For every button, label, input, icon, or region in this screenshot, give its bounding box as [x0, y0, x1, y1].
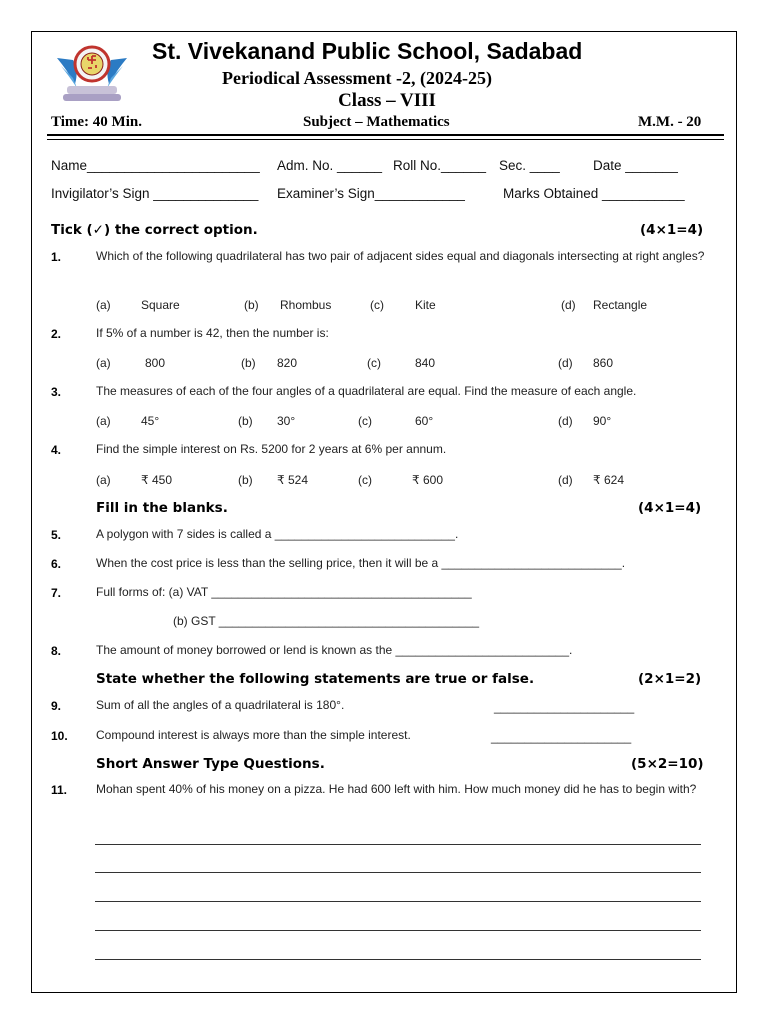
q2-number: 2. [51, 327, 62, 341]
q3-option-d[interactable]: 90° [593, 414, 612, 428]
answer-line[interactable] [95, 901, 701, 902]
section-mcq-title: Tick (✓) the correct option. [51, 222, 258, 238]
q3-option-d-label: (d) [558, 414, 573, 428]
q5-number: 5. [51, 528, 62, 542]
name-field[interactable]: Name_______________________ [51, 158, 260, 173]
time-label: Time: 40 Min. [51, 114, 142, 130]
class-title: Class – VIII [338, 90, 436, 111]
q6-text[interactable]: When the cost price is less than the selling price, then it will be a ___________________________. [96, 556, 626, 570]
q2-option-b-label: (b) [241, 356, 256, 370]
q9-text: Sum of all the angles of a quadrilateral is 180°. [96, 698, 345, 712]
answer-line[interactable] [95, 930, 701, 931]
q1-option-d[interactable]: Rectangle [593, 298, 648, 312]
answer-line[interactable] [95, 844, 701, 845]
roll-no-field[interactable]: Roll No.______ [393, 158, 487, 173]
q2-option-c[interactable]: 840 [415, 356, 436, 370]
subject-label: Subject – Mathematics [303, 114, 450, 130]
header-rule-thin [47, 139, 724, 140]
q4-option-a[interactable]: ₹ 450 [141, 473, 172, 487]
q1-text: Which of the following quadrilateral has two pair of adjacent sides equal and diagonals intersecting at right angles? [96, 249, 705, 263]
q2-option-c-label: (c) [367, 356, 381, 370]
examiner-sign-field[interactable]: Examiner’s Sign____________ [277, 186, 465, 201]
q2-option-b[interactable]: 820 [277, 356, 298, 370]
q10-answer-blank[interactable]: _____________________ [491, 730, 632, 744]
q4-option-b-label: (b) [238, 473, 253, 487]
q10-text: Compound interest is always more than the simple interest. [96, 728, 411, 742]
q4-option-d[interactable]: ₹ 624 [593, 473, 624, 487]
q1-option-a[interactable]: Square [141, 298, 180, 312]
q3-option-a-label: (a) [96, 414, 111, 428]
q3-text: The measures of each of the four angles of a quadrilateral are equal. Find the measure of each angle. [96, 384, 637, 398]
section-fill-marks: (4×1=4) [638, 500, 702, 516]
q1-option-c-label: (c) [370, 298, 384, 312]
section-fill-title: Fill in the blanks. [96, 500, 228, 516]
q1-number: 1. [51, 250, 62, 264]
max-marks: M.M. - 20 [638, 114, 702, 130]
q2-option-d[interactable]: 860 [593, 356, 614, 370]
school-name: St. Vivekanand Public School, Sadabad [152, 38, 583, 64]
marks-obtained-field[interactable]: Marks Obtained ___________ [503, 186, 685, 201]
date-field[interactable]: Date _______ [593, 158, 678, 173]
q7-number: 7. [51, 586, 62, 600]
section-short-title: Short Answer Type Questions. [96, 756, 325, 772]
q3-option-b-label: (b) [238, 414, 253, 428]
q2-option-a-label: (a) [96, 356, 111, 370]
adm-no-field[interactable]: Adm. No. ______ [277, 158, 383, 173]
q3-option-c[interactable]: 60° [415, 414, 434, 428]
q4-option-a-label: (a) [96, 473, 111, 487]
q3-option-c-label: (c) [358, 414, 372, 428]
section-mcq-marks: (4×1=4) [640, 222, 704, 238]
q3-number: 3. [51, 385, 62, 399]
q4-text: Find the simple interest on Rs. 5200 for 2 years at 6% per annum. [96, 442, 447, 456]
assessment-title: Periodical Assessment -2, (2024-25) [222, 68, 492, 88]
q2-option-a[interactable]: 800 [145, 356, 166, 370]
q8-number: 8. [51, 644, 62, 658]
section-tf-title: State whether the following statements are true or false. [96, 671, 535, 687]
q1-option-b-label: (b) [244, 298, 259, 312]
q5-text[interactable]: A polygon with 7 sides is called a ___________________________. [96, 527, 459, 541]
q3-option-b[interactable]: 30° [277, 414, 296, 428]
answer-line[interactable] [95, 959, 701, 960]
q11-text: Mohan spent 40% of his money on a pizza. He had 600 left with him. How much money did he has to begin with? [96, 782, 697, 796]
q9-answer-blank[interactable]: _____________________ [494, 700, 635, 714]
q1-option-d-label: (d) [561, 298, 576, 312]
q3-option-a[interactable]: 45° [141, 414, 160, 428]
q4-option-d-label: (d) [558, 473, 573, 487]
section-short-marks: (5×2=10) [631, 756, 704, 772]
section-field[interactable]: Sec. ____ [499, 158, 560, 173]
q7-sub-gst[interactable]: (b) GST _______________________________________ [173, 614, 480, 628]
q8-text[interactable]: The amount of money borrowed or lend is known as the __________________________. [96, 643, 573, 657]
header-rule-thick [47, 134, 724, 136]
q9-number: 9. [51, 699, 62, 713]
q10-number: 10. [51, 729, 68, 743]
q2-option-d-label: (d) [558, 356, 573, 370]
q2-text: If 5% of a number is 42, then the number is: [96, 326, 329, 340]
q1-option-c[interactable]: Kite [415, 298, 436, 312]
q1-option-b[interactable]: Rhombus [280, 298, 332, 312]
q4-option-c-label: (c) [358, 473, 372, 487]
q1-option-a-label: (a) [96, 298, 111, 312]
q7-text[interactable]: Full forms of: (a) VAT _______________________________________ [96, 585, 472, 599]
q4-number: 4. [51, 443, 62, 457]
section-tf-marks: (2×1=2) [638, 671, 702, 687]
answer-line[interactable] [95, 872, 701, 873]
q4-option-c[interactable]: ₹ 600 [412, 473, 443, 487]
q4-option-b[interactable]: ₹ 524 [277, 473, 308, 487]
q11-number: 11. [51, 783, 68, 797]
invigilator-sign-field[interactable]: Invigilator’s Sign ______________ [51, 186, 259, 201]
q6-number: 6. [51, 557, 62, 571]
